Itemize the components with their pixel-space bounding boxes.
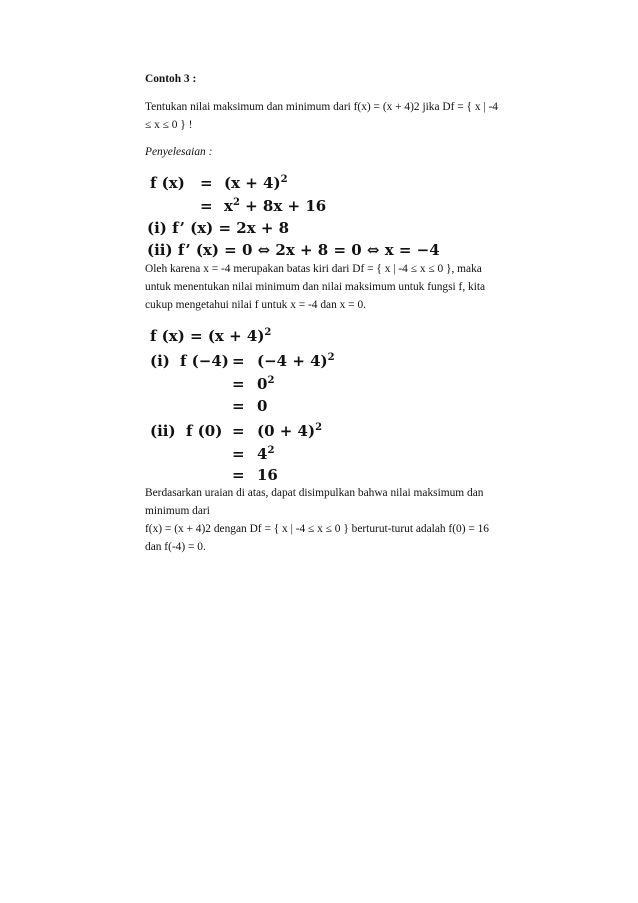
math2-row2-eq: = [232,352,245,370]
math2-row5-left: f (0) [186,422,223,440]
math1-row2-right: $x^2 + 8x + 16$ [224,197,327,215]
math2-row7-right: 16 [257,466,278,484]
math2-row4-right: 0 [257,397,268,415]
math2-row5-right: $(0 + 4)^2$ [257,422,323,440]
math2-row5-label: (ii) [150,422,176,440]
math1-row2-eq: = [200,197,213,215]
math1-row1-right: $(x + 4)^2$ [224,174,288,192]
math2-row5-eq: = [232,422,245,440]
solution-label: Penyelesaian : [145,146,213,158]
math2-row3-eq: = [232,375,245,393]
problem-line-2: ≤ x ≤ 0 } ! [145,119,193,131]
paragraph1-line-1: Oleh karena x = -4 merupakan batas kiri dari Df = { x | -4 ≤ x ≤ 0 }, maka [145,263,482,275]
derivative-math-block [147,172,487,262]
math1-row1-eq: = [200,174,213,192]
math1-row4: (ii) f’ (x) = 0 ⇔ 2x + 8 = 0 ⇔ x = −4 [147,241,440,259]
problem-line-1: Tentukan nilai maksimum dan minimum dari f(x) = (x + 4)2 jika Df = { x | -4 [145,101,499,113]
math2-row3-right: $0^2$ [257,375,275,393]
evaluation-math-block [147,323,387,483]
math2-row2-label: (i) [150,352,170,370]
math2-row6-right: $4^2$ [257,445,275,463]
paragraph1-line-2: untuk menentukan nilai minimum dan nilai maksimum untuk fungsi f, kita [145,281,486,293]
math2-row6-eq: = [232,445,245,463]
math2-row2-left: f (−4) [180,352,229,370]
example-heading: Contoh 3 : [145,73,197,85]
math1-row1-left: f (x) [150,174,185,192]
math2-row7-eq: = [232,466,245,484]
conclusion-line-4: dan f(-4) = 0. [145,541,206,553]
conclusion-line-3: f(x) = (x + 4)2 dengan Df = { x | -4 ≤ x ≤ 0 } berturut-turut adalah f(0) = 16 [145,523,489,535]
math2-row2-right: $(-4 + 4)^2$ [257,352,335,370]
math1-row3: (i) f’ (x) = 2x + 8 [147,219,290,237]
conclusion-line-1: Berdasarkan uraian di atas, dapat disimpulkan bahwa nilai maksimum dan [145,487,484,499]
paragraph1-line-3: cukup mengetahui nilai f untuk x = -4 dan x = 0. [145,299,366,311]
conclusion-line-2: minimum dari [145,505,210,517]
math2-row4-eq: = [232,397,245,415]
math2-row1: f $(x) = (x + 4)^2$ [150,327,272,345]
